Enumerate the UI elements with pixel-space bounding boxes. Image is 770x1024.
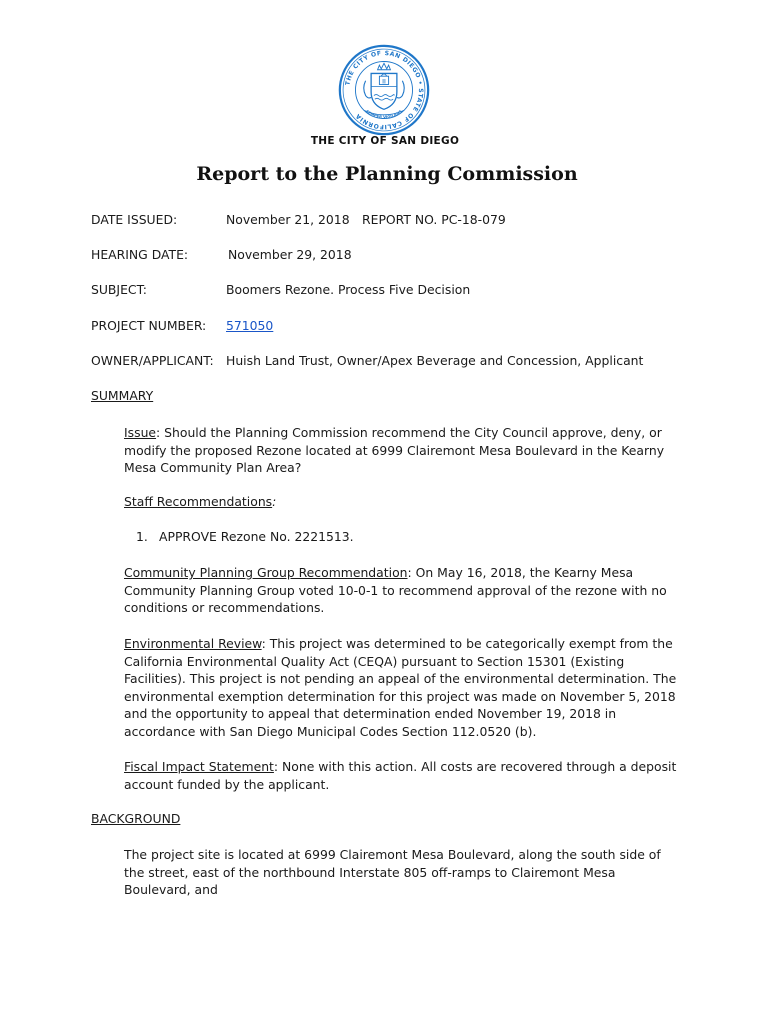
staff-recommendations [124,493,680,511]
document-title: Report to the Planning Commission [196,163,578,185]
fiscal-impact-label: Fiscal Impact Statement [124,759,274,774]
subject-label: SUBJECT: [91,282,147,297]
issue-paragraph [124,424,680,477]
environmental-review-paragraph [124,635,680,741]
issue-label: Issue [124,425,157,440]
seal-ring-text: THE CITY OF SAN DIEGO • STATE OF CALIFORNIA [344,49,425,131]
hearing-date-value: November 29, 2018 [228,247,352,262]
svg-text:SEMPER VIGILANS [365,109,403,120]
report-number: REPORT NO. PC-18-079 [362,212,506,227]
subject-value: Boomers Rezone. Process Five Decision [226,282,471,297]
fiscal-impact-text: : None with this action. All costs are recovered through a deposit account funded by the applicant. [124,759,677,792]
issue-text: : Should the Planning Commission recommend the City Council approve, deny, or modify the proposed Rezone located at 6999 Clairemont Mesa Boulevard in the Kearny Mesa Community Plan Area? [124,425,665,476]
seal-motto: SEMPER VIGILANS [364,108,403,120]
city-name: THE CITY OF SAN DIEGO [310,135,460,147]
background-paragraph [124,846,680,899]
staff-recommendations-colon: : [272,494,277,509]
environmental-review-text: : This project was determined to be categorically exempt from the California Environmental Quality Act (CEQA) pursuant to Section 15301 (Existing Facilities). This project is not pending an appeal of the environmental determination. The environmental exemption determination for this project was made on November 5, 2018 and the opportunity to appeal that determination ended November 19, 2018 in accordance with San Diego Municipal Codes Section 112.0520 (b). [124,636,677,739]
environmental-review-label: Environmental Review [124,636,262,651]
owner-value: Huish Land Trust, Owner/Apex Beverage and Concession, Applicant [226,353,644,368]
project-number-link[interactable]: 571050 [226,318,274,333]
fiscal-impact-paragraph [124,758,680,793]
background-text: The project site is located at 6999 Clairemont Mesa Boulevard, along the south side of the street, east of the northbound Interstate 805 off-ramps to Clairemont Mesa Boulevard, and [124,847,661,898]
list-item-number: 1. [136,529,148,544]
date-issued-label: DATE ISSUED: [91,212,178,227]
cpg-text: : On May 16, 2018, the Kearny Mesa Community Planning Group voted 10-0-1 to recommend approval of the rezone with no conditions or recommendations. [124,565,667,616]
hearing-date-label: HEARING DATE: [91,247,189,262]
city-seal-icon [338,44,430,136]
date-issued-value: November 21, 2018 [226,212,350,227]
cpg-paragraph [124,564,680,617]
summary-heading: SUMMARY [91,388,154,403]
owner-label: OWNER/APPLICANT: [91,353,214,368]
staff-recommendations-label: Staff Recommendations [124,494,273,509]
project-number-label: PROJECT NUMBER: [91,318,207,333]
background-heading: BACKGROUND [91,811,181,826]
list-item-text: APPROVE Rezone No. 2221513. [159,529,354,544]
cpg-label: Community Planning Group Recommendation [124,565,408,580]
